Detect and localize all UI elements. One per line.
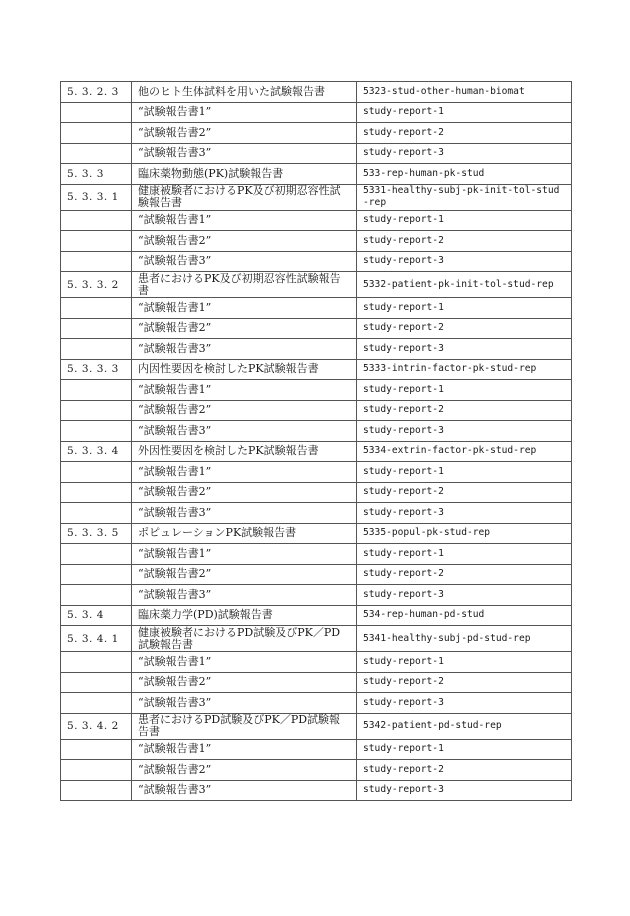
section-title-cell: “試験報告書1” [132,462,357,483]
section-title-cell: “試験報告書2” [132,482,357,503]
folder-name-cell: study-report-2 [357,318,572,339]
section-title-cell: “試験報告書1” [132,739,357,760]
section-title-cell: “試験報告書3” [132,780,357,801]
section-title-cell: “試験報告書2” [132,318,357,339]
folder-name-cell: study-report-3 [357,780,572,801]
table-row [61,672,572,693]
section-number-cell: 5. 3. 3. 5 [61,523,132,544]
folder-name-cell: study-report-3 [357,143,572,164]
table-row [61,164,572,185]
folder-name-cell: study-report-1 [357,462,572,483]
section-title-cell: 健康被験者におけるPD試験及びPK／PD試験報告書 [132,626,357,652]
folder-name-cell: study-report-3 [357,339,572,360]
section-number-cell [61,339,132,360]
section-number-cell [61,231,132,252]
table-row [61,210,572,231]
table-row [61,652,572,673]
folder-name-cell: study-report-1 [357,298,572,319]
table-row [61,251,572,272]
section-title-cell: “試験報告書3” [132,503,357,524]
section-number-cell [61,123,132,144]
table-row [61,231,572,252]
folder-name-cell: 5342-patient-pd-stud-rep [357,713,572,739]
section-title-cell: 患者におけるPD試験及びPK／PD試験報告書 [132,713,357,739]
section-title-cell: 外因性要因を検討したPK試験報告書 [132,441,357,462]
table-row [61,585,572,606]
section-number-cell: 5. 3. 3. 1 [61,184,132,210]
table-row [61,739,572,760]
section-title-cell: 他のヒト生体試料を用いた試験報告書 [132,82,357,103]
section-number-cell: 5. 3. 4 [61,605,132,626]
folder-name-cell: 5331-healthy-subj-pk-init-tol-stud-rep [357,184,572,210]
table-row [61,359,572,380]
table-row [61,713,572,739]
section-number-cell [61,739,132,760]
section-number-cell: 5. 3. 3. 4 [61,441,132,462]
section-title-cell: “試験報告書3” [132,421,357,442]
section-number-cell [61,672,132,693]
section-number-cell [61,693,132,714]
table-row [61,339,572,360]
table-row [61,298,572,319]
section-title-cell: “試験報告書1” [132,102,357,123]
folder-name-cell: 5334-extrin-factor-pk-stud-rep [357,441,572,462]
section-title-cell: “試験報告書1” [132,544,357,565]
folder-name-cell: 534-rep-human-pd-stud [357,605,572,626]
table-row [61,421,572,442]
table-row [61,564,572,585]
table-row [61,760,572,781]
section-title-cell: “試験報告書3” [132,693,357,714]
section-number-cell [61,400,132,421]
folder-name-cell: study-report-1 [357,380,572,401]
section-number-cell: 5. 3. 4. 2 [61,713,132,739]
section-title-cell: “試験報告書2” [132,123,357,144]
section-title-cell: “試験報告書1” [132,652,357,673]
section-number-cell: 5. 3. 4. 1 [61,626,132,652]
section-title-cell: “試験報告書2” [132,231,357,252]
table-row [61,143,572,164]
section-title-cell: “試験報告書2” [132,564,357,585]
section-title-cell: 臨床薬物動態(PK)試験報告書 [132,164,357,185]
section-number-cell [61,102,132,123]
table-row [61,544,572,565]
section-number-cell: 5. 3. 3. 2 [61,272,132,298]
table-row [61,184,572,210]
section-number-cell [61,251,132,272]
section-number-cell [61,564,132,585]
section-title-cell: “試験報告書2” [132,400,357,421]
folder-name-cell: study-report-1 [357,652,572,673]
table-row [61,605,572,626]
section-number-cell [61,652,132,673]
section-number-cell [61,298,132,319]
section-number-cell [61,318,132,339]
section-number-cell [61,143,132,164]
section-title-cell: “試験報告書2” [132,760,357,781]
table-row [61,380,572,401]
table-row [61,523,572,544]
table-row [61,102,572,123]
table-row [61,693,572,714]
folder-name-cell: study-report-3 [357,693,572,714]
table-row [61,780,572,801]
table-row [61,626,572,652]
section-number-cell: 5. 3. 2. 3 [61,82,132,103]
section-number-cell [61,780,132,801]
folder-name-cell: study-report-2 [357,123,572,144]
table-row [61,462,572,483]
folder-name-cell: study-report-3 [357,503,572,524]
folder-name-cell: study-report-2 [357,760,572,781]
folder-name-cell: study-report-1 [357,102,572,123]
section-number-cell [61,210,132,231]
table-row [61,441,572,462]
section-title-cell: “試験報告書1” [132,298,357,319]
section-title-cell: “試験報告書1” [132,210,357,231]
section-title-cell: 健康被験者におけるPK及び初期忍容性試験報告書 [132,184,357,210]
folder-name-cell: study-report-3 [357,585,572,606]
section-title-cell: “試験報告書3” [132,339,357,360]
section-number-cell [61,482,132,503]
folder-name-cell: study-report-2 [357,564,572,585]
table-row [61,272,572,298]
folder-name-cell: 5332-patient-pk-init-tol-stud-rep [357,272,572,298]
folder-name-cell: 5323-stud-other-human-biomat [357,82,572,103]
folder-name-cell: 5341-healthy-subj-pd-stud-rep [357,626,572,652]
section-title-cell: ポピュレーションPK試験報告書 [132,523,357,544]
section-title-cell: 患者におけるPK及び初期忍容性試験報告書 [132,272,357,298]
section-number-cell [61,544,132,565]
section-title-cell: “試験報告書3” [132,143,357,164]
folder-name-cell: study-report-2 [357,231,572,252]
section-title-cell: 臨床薬力学(PD)試験報告書 [132,605,357,626]
folder-name-cell: study-report-3 [357,251,572,272]
folder-name-cell: study-report-1 [357,210,572,231]
folder-name-cell: 533-rep-human-pk-stud [357,164,572,185]
folder-name-cell: 5333-intrin-factor-pk-stud-rep [357,359,572,380]
section-number-cell [61,760,132,781]
section-title-cell: “試験報告書3” [132,251,357,272]
section-title-cell: “試験報告書1” [132,380,357,401]
section-number-cell [61,462,132,483]
table-row [61,400,572,421]
section-title-cell: 内因性要因を検討したPK試験報告書 [132,359,357,380]
table-row [61,318,572,339]
section-number-cell [61,380,132,401]
section-number-cell: 5. 3. 3. 3 [61,359,132,380]
section-number-cell [61,503,132,524]
folder-name-cell: study-report-2 [357,672,572,693]
folder-name-cell: study-report-3 [357,421,572,442]
table-row [61,482,572,503]
folder-name-cell: study-report-2 [357,482,572,503]
folder-name-cell: study-report-1 [357,544,572,565]
section-title-cell: “試験報告書3” [132,585,357,606]
section-title-cell: “試験報告書2” [132,672,357,693]
table-body [61,82,572,801]
ctd-module5-table [60,81,572,801]
section-number-cell [61,585,132,606]
table-row [61,82,572,103]
folder-name-cell: study-report-1 [357,739,572,760]
folder-name-cell: 5335-popul-pk-stud-rep [357,523,572,544]
table-row [61,123,572,144]
table-row [61,503,572,524]
folder-name-cell: study-report-2 [357,400,572,421]
section-number-cell [61,421,132,442]
section-number-cell: 5. 3. 3 [61,164,132,185]
